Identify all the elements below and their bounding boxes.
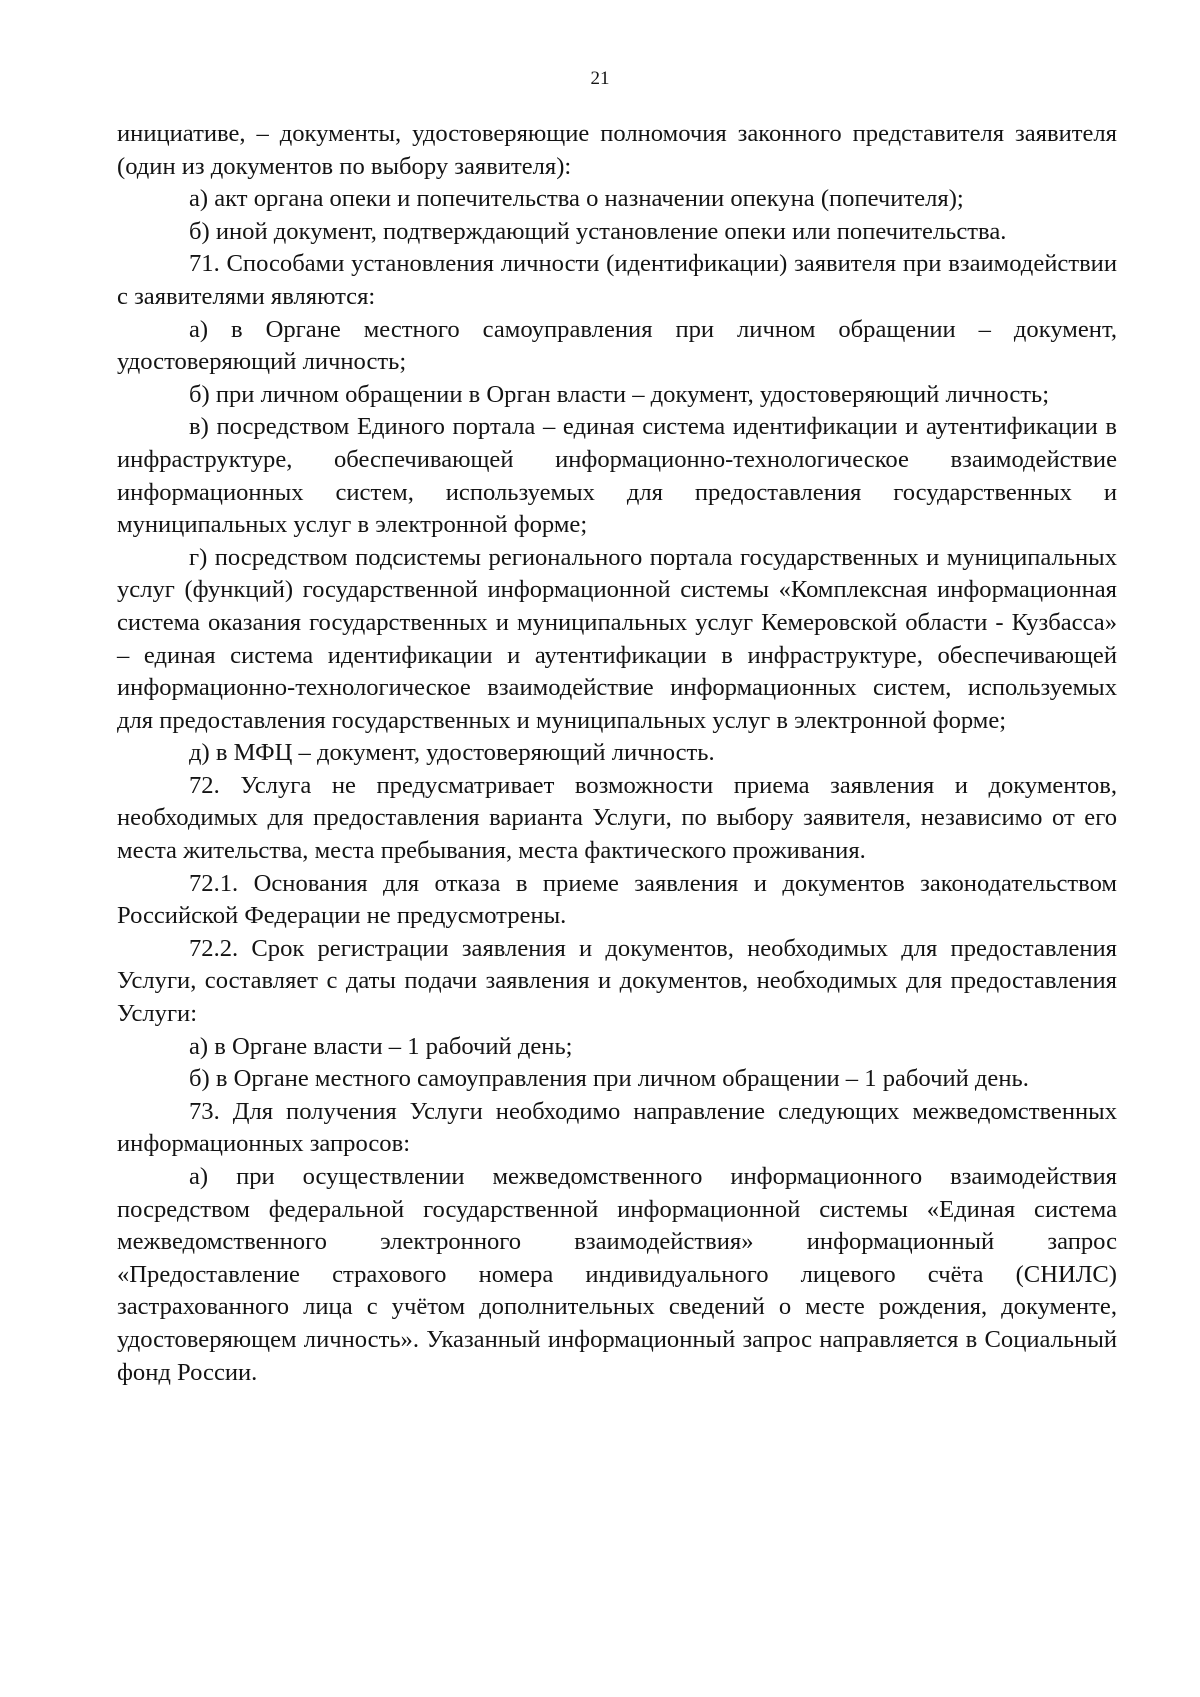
paragraph: б) в Органе местного самоуправления при личном обращении – 1 рабочий день. [189,1065,1029,1093]
document-body [117,118,1117,1389]
paragraph: г) посредством подсистемы регионального портала государственных и муниципальных услуг (функций) государственной информационной системы «Комплексная информационная система оказания государственных и муниципальных услуг Кемеровской области - Кузбасса» – единая система идентификации и аутентификации в инфраструктуре, обеспечивающей информационно-технологическое взаимодействие информационных систем, используемых для предоставления государственных и муниципальных услуг в электронной форме; [117,543,1117,734]
paragraph: б) иной документ, подтверждающий установление опеки или попечительства. [189,217,1007,245]
paragraph: в) посредством Единого портала – единая система идентификации и аутентификации в инфраструктуре, обеспечивающей информационно-технологическое взаимодействие информационных систем, используемых для предоставления государственных и муниципальных услуг в электронной форме; [117,413,1117,539]
paragraph: б) при личном обращении в Орган власти – документ, удостоверяющий личность; [189,380,1050,408]
paragraph: 73. Для получения Услуги необходимо направление следующих межведомственных информационных запросов: [117,1097,1117,1158]
paragraph: а) при осуществлении межведомственного информационного взаимодействия посредством федеральной государственной информационной системы «Единая система межведомственного электронного взаимодействия» информационный запрос «Предоставление страхового номера индивидуального лицевого счёта (СНИЛС) застрахованного лица с учётом дополнительных сведений о месте рождения, документе, удостоверяющем личность». Указанный информационный запрос направляется в Социальный фонд России. [117,1163,1117,1386]
paragraph: инициативе, – документы, удостоверяющие полномочия законного представителя заявителя (один из документов по выбору заявителя): [117,120,1117,180]
paragraph: а) акт органа опеки и попечительства о назначении опекуна (попечителя); [189,185,964,213]
paragraph: а) в Органе власти – 1 рабочий день; [189,1032,573,1060]
paragraph: а) в Органе местного самоуправления при личном обращении – документ, удостоверяющий личность; [117,315,1117,376]
paragraph: 72.2. Срок регистрации заявления и документов, необходимых для предоставления Услуги, составляет с даты подачи заявления и документов, необходимых для предоставления Услуги: [117,934,1117,1028]
paragraph: 71. Способами установления личности (идентификации) заявителя при взаимодействии с заявителями являются: [117,250,1117,310]
paragraph: 72. Услуга не предусматривает возможности приема заявления и документов, необходимых для предоставления варианта Услуги, по выбору заявителя, независимо от его места жительства, места пребывания, места фактического проживания. [117,771,1117,865]
page-number: 21 [590,68,610,89]
paragraph: 72.1. Основания для отказа в приеме заявления и документов законодательством Российской Федерации не предусмотрены. [117,869,1117,930]
paragraph: д) в МФЦ – документ, удостоверяющий личность. [189,739,715,767]
